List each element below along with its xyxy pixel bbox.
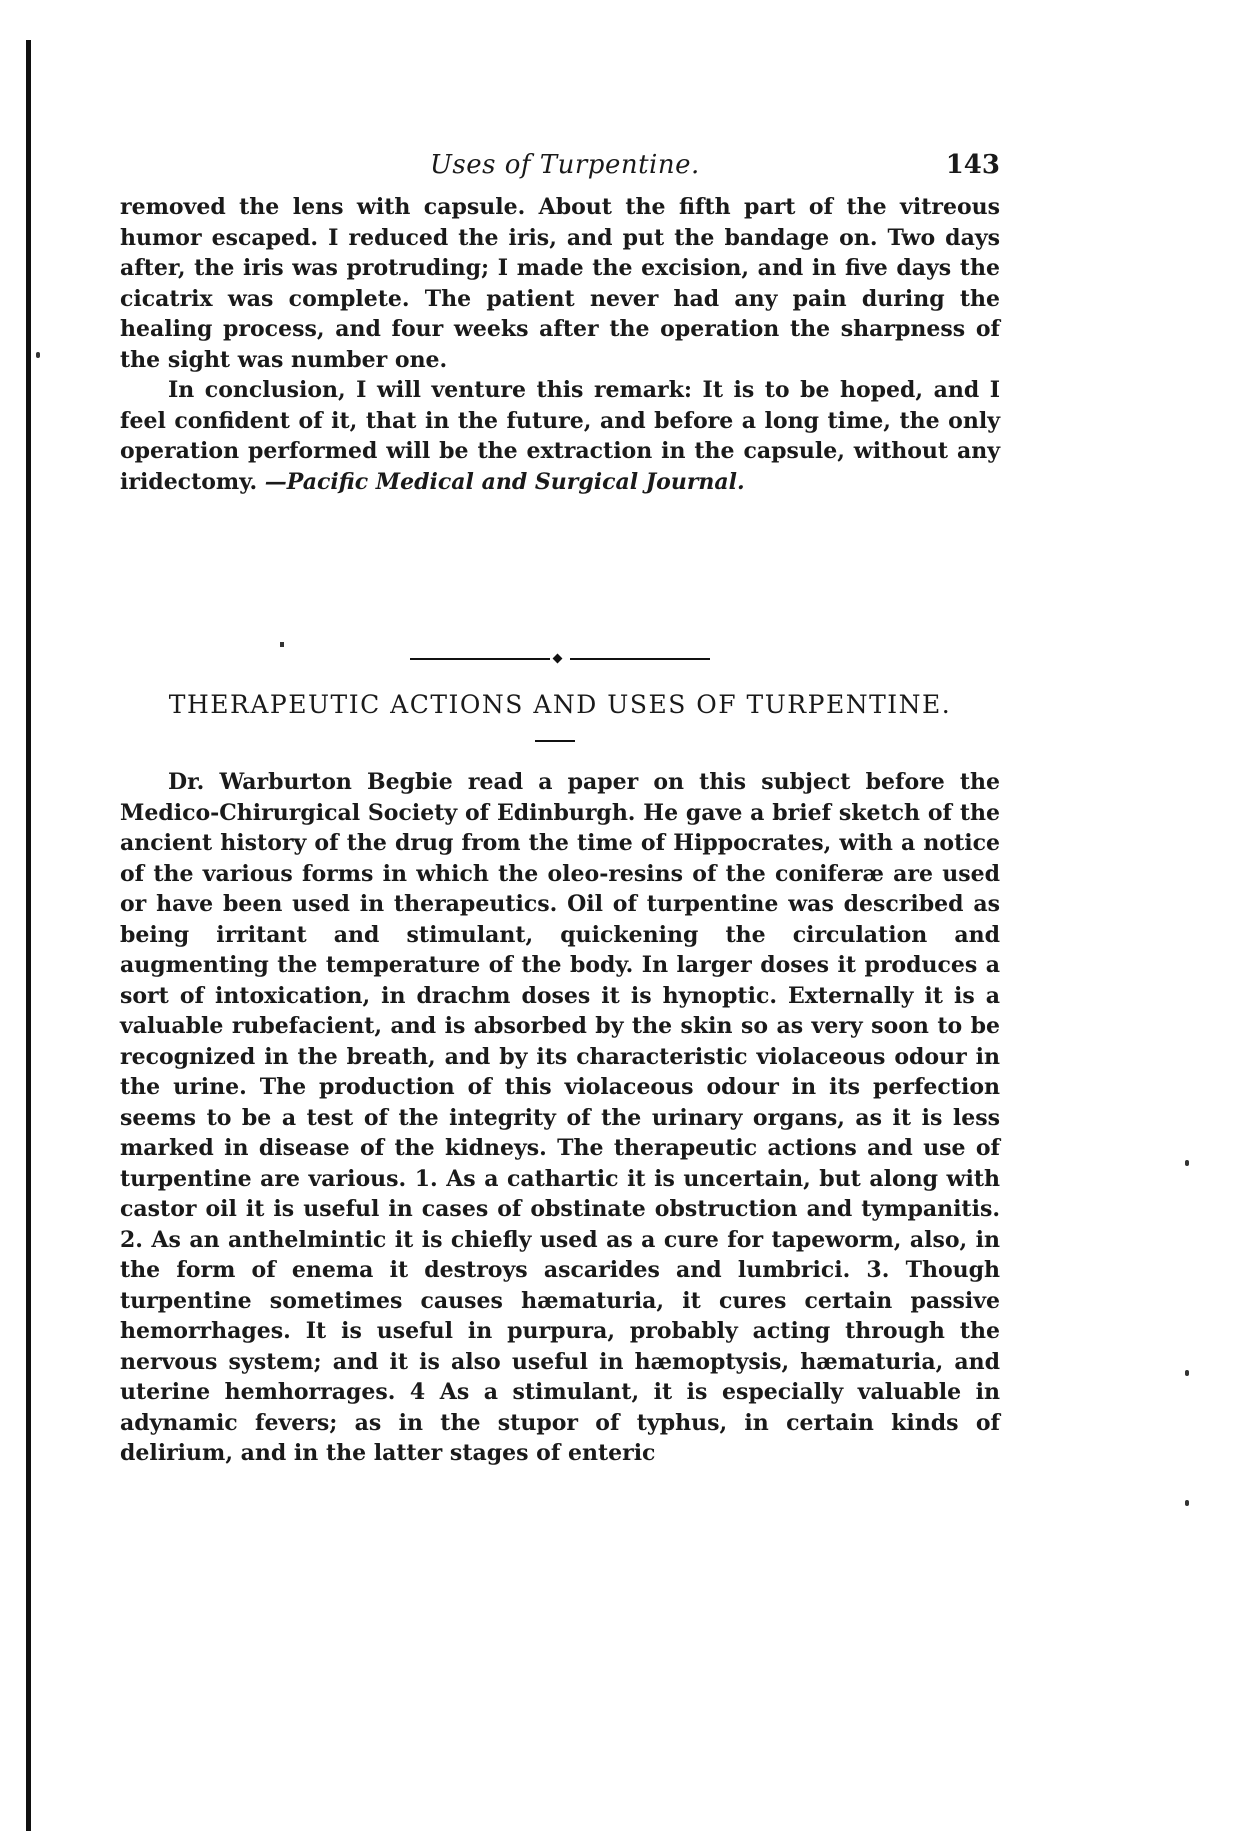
margin-mark [1185, 1160, 1189, 1166]
section-divider-ornament [410, 655, 710, 663]
stray-dot [280, 642, 284, 647]
margin-mark [1185, 1370, 1189, 1376]
title-underline-rule [535, 740, 575, 742]
upper-section [120, 192, 1000, 497]
book-page [120, 0, 1000, 1831]
margin-mark [1185, 1500, 1189, 1506]
binding-edge [26, 40, 31, 1831]
divider-diamond [553, 654, 563, 664]
article-body [120, 767, 1000, 1469]
divider-rule-left [410, 658, 550, 660]
running-header [120, 150, 1000, 190]
journal-citation: —Pacific Medical and Surgical Journal. [264, 468, 745, 495]
running-title: Uses of Turpentine. [430, 150, 700, 180]
paragraph-conclusion [120, 375, 1000, 497]
paragraph: removed the lens with capsule. About the fifth part of the vitreous humor escaped. I reduced the iris, and put the bandage on. Two days after, the iris was protruding; I made the excision, and in five days the cicatrix was complete. The patient never had any pain during the healing process, and four weeks after the operation the sharpness of the sight was number one. [120, 194, 1000, 373]
page-number: 143 [945, 150, 1000, 180]
margin-mark [36, 352, 40, 358]
divider-rule-right [570, 658, 710, 660]
paragraph: Dr. Warburton Begbie read a paper on this subject before the Medico-Chirurgical Society of Edinburgh. He gave a brief sketch of the ancient history of the drug from the time of Hippocrates, with a notice of the various forms in which the oleo-resins of the coniferæ are used or have been used in therapeutics. Oil of turpentine was described as being irritant and stimulant, quickening the circulation and augmenting the temperature of the body. In larger doses it produces a sort of intoxication, in drachm doses it is hynoptic. Externally it is a valuable rubefacient, and is absorbed by the skin so as very soon to be recognized in the breath, and by its characteristic violaceous odour in the urine. The production of this violaceous odour in its perfection seems to be a test of the integrity of the urinary organs, as it is less marked in disease of the kidneys. The therapeutic actions and use of turpentine are various. 1. As a cathartic it is uncertain, but along with castor oil it is useful in cases of obstinate obstruction and tympanitis. 2. As an anthelmintic it is chiefly used as a cure for tapeworm, also, in the form of enema it destroys ascarides and lumbrici. 3. Though turpentine sometimes causes hæmaturia, it cures certain passive hemorrhages. It is useful in purpura, probably acting through the nervous system; and it is also useful in hæmoptysis, hæmaturia, and uterine hemhorrages. 4 As a stimulant, it is especially valuable in adynamic fevers; as in the stupor of typhus, in certain kinds of delirium, and in the latter stages of enteric [120, 769, 1000, 1466]
article-title: THERAPEUTIC ACTIONS AND USES OF TURPENTINE. [168, 690, 952, 719]
paragraph-text: In conclusion, I will venture this remark: It is to be hoped, and I feel confident of it, that in the future, and before a long time, the only operation performed will be the extraction in the capsule, without any iridectomy. [120, 377, 1000, 495]
